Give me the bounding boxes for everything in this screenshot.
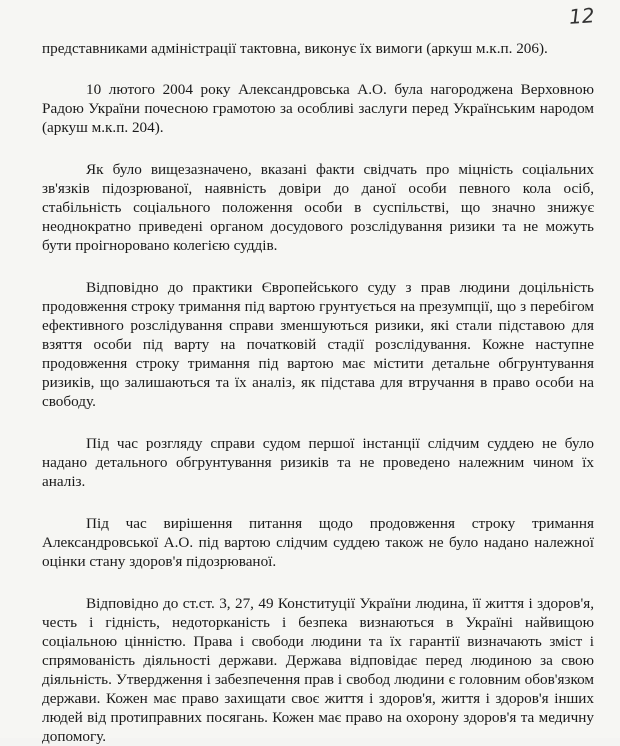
paragraph-5: Під час розгляду справи судом першої інстанції слідчим суддею не було надано детального обгрунтування ризиків та не проведено належним чином їх аналіз. — [42, 435, 594, 490]
paragraph-3: Як було вищезазначено, вказані факти свідчать про міцність соціальних зв'язків підозрюваної, наявність довіри до даної особи певного кола осіб, стабільність соціального положення особи в суспільстві, що значно знижує неоднократно приведені органом досудового розслідування ризики та не можуть бути проігноровано колегією суддів. — [42, 161, 594, 254]
paragraph-2: 10 лютого 2004 року Александровська А.О. була нагороджена Верховною Радою України почесною грамотою за особливі заслуги перед Українським народом (аркуш м.к.п. 204). — [42, 81, 594, 136]
page-number: 12 — [567, 3, 595, 29]
paragraph-4: Відповідно до практики Європейського суду з прав людини доцільність продовження строку тримання під вартою грунтується на презумпції, що з перебігом ефективного розслідування справи зменшуються ризики, які стали підставою для взяття особи під варту на початковій стадії розслідування. Кожне наступне продовження строку тримання під вартою має містити детальне обгрунтування ризиків, що залишаються та їх аналіз, як підстава для втручання в право особи на свободу. — [42, 279, 594, 410]
paragraph-1: представниками адміністрації тактовна, виконує їх вимоги (аркуш м.к.п. 206). — [42, 40, 548, 57]
paragraph-6: Під час вирішення питання щодо продовження строку тримання Александровської А.О. під вартою слідчим суддею також не було надано належної оцінки стану здоров'я підозрюваної. — [42, 515, 594, 570]
paragraph-7: Відповідно до ст.ст. 3, 27, 49 Конституції України людина, її життя і здоров'я, честь і гідність, недоторканість і безпека визнаються в Україні найвищою соціальною цінністю. Права і свободи людини та їх гарантії визначають зміст і спрямованість діяльності держави. Держава відповідає перед людиною за свою діяльність. Утвердження і забезпечення прав і свобод людини є головним обов'язком держави. Кожен має право захищати своє життя і здоров'я, життя і здоров'я інших людей від протиправних посягань. Кожен має право на охорону здоров'я та медичну допомогу. — [42, 595, 594, 745]
document-body — [42, 39, 594, 746]
